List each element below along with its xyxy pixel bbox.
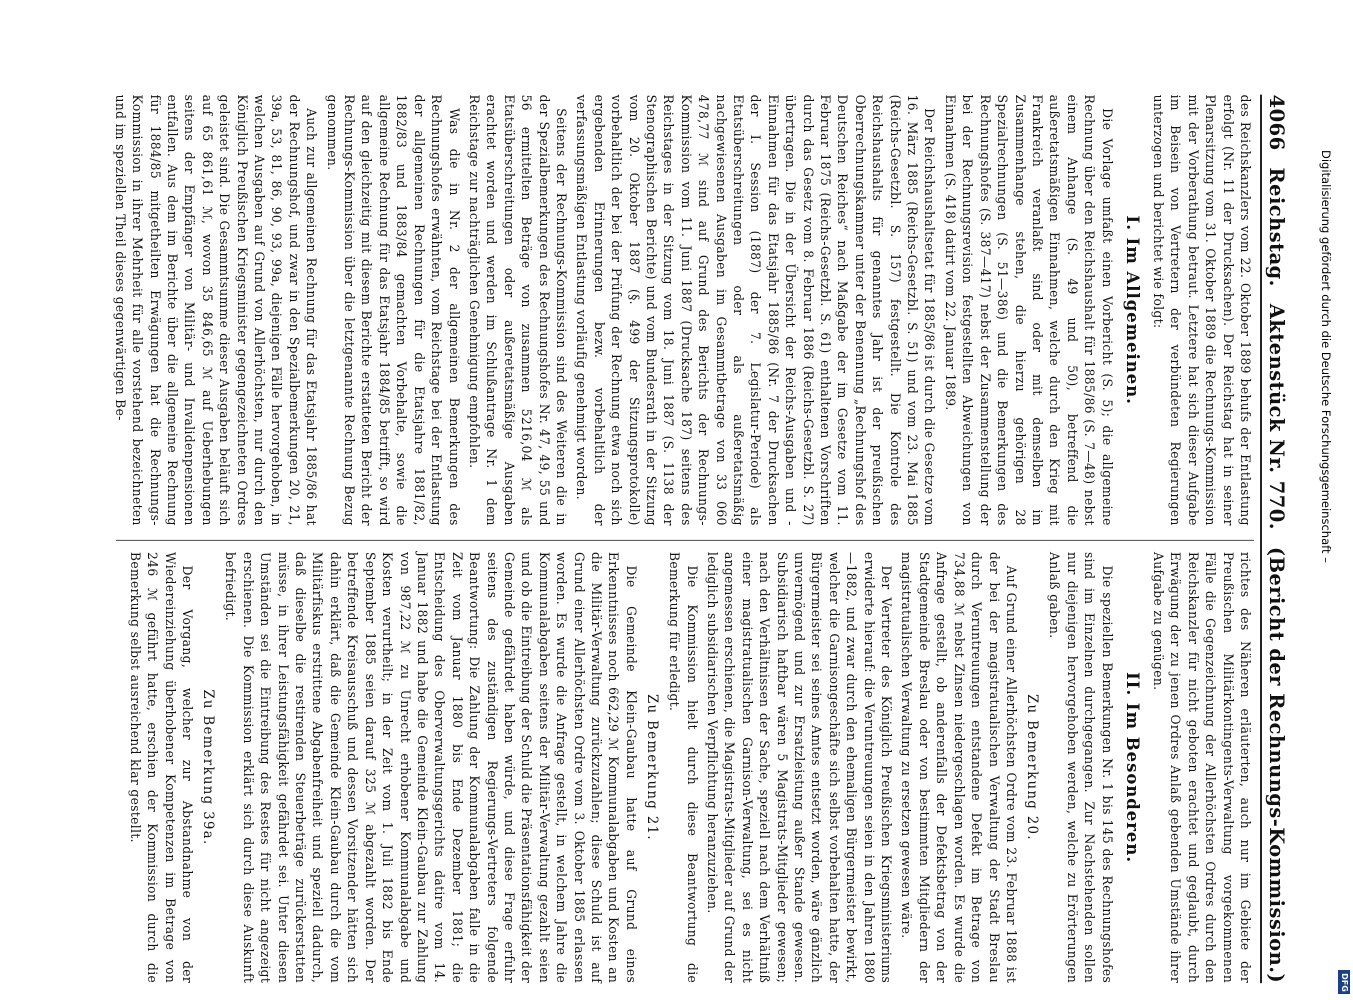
paragraph: Die Kommission hielt durch diese Beantwortung die Bemerkung für erledigt.: [667, 551, 700, 984]
paragraph: Seitens der Rechnungs-Kommission sind des Weiteren die in der Spezialbemerkungen des Rechnungshofes Nr. 47, 49, 55 und 56 ermittelten Beträge von zusammen 5216,04 ℳ als Etatsüberschreitungen oder außeretatsmäßige Ausgaben erachtet worden und werden im Schlußantrage Nr. 1 dem Reichstage zur nachträglichen Genehmigung empfohlen.: [466, 94, 569, 526]
paragraph: Auf Grund einer Allerhöchsten Ordre vom 23. Februar 1888 ist der bei der magistratualischen Verwaltung der Stadt Breslau durch Veruntreuungen entstandene Defekt im Betrage von 734,88 ℳ nebst Zinsen niedergeschlagen worden. Es wurde die Anfrage gestellt, ob anderenfalls der Defektsbetrag von der Stadtgemeinde Breslau oder von bestimmten Mitgliedern der magistratualischen Verwaltung zu ersetzen gewesen wäre.: [899, 551, 1019, 984]
subsection-heading: Zu Bemerkung 20.: [1023, 694, 1040, 842]
paragraph: Auch zur allgemeinen Rechnung für das Etatsjahr 1885/86 hat der Rechnungshof, und zwar in den Spezialbemerkungen 20, 21, 39a, 53, 81, 86, 90, 93, 99a, diejenigen Fälle hervorgehoben, in welchen Ausgaben auf Grund von Allerhöchsten, nur durch den Königlich Preußischen Kriegsminister gegengezeichneten Ordres geleistet sind. Die Gesammtsumme dieser Ausgaben beläuft sich auf 65 861,61 ℳ, wovon 35 846,65 ℳ auf Ueberhebungen seitens der Empfänger von Militär- und Invalidenpensionen entfallen. Aus dem im Berichte über die allgemeine Rechnung für 1884/85 mitgetheilten Erwägungen hat die Rechnungs-Kommission in ihrer Mehrheit für alle vorstehend bezeichneten und im speziellen Theil dieses gegenwärtigen Be-: [112, 94, 320, 526]
paragraph: richtes des Näheren erläuterten, auch nur im Gebiete der Preußischen Militärkontingents-Verwaltung vorgekommenen Fälle die Gegenzeichnung der Allerhöchsten Ordres durch den Reichskanzler für nicht geboten erachtet und geglaubt, durch Erwägung der zu jenen Ordres Anlaß gebenden Umstände ihrer Aufgabe zu genügen.: [1150, 551, 1253, 984]
page-number: 4066: [1265, 94, 1289, 151]
digitization-credit: Digitalisierung gefördert durch die Deutsche Forschungsgemeinschaft –: [1319, 150, 1333, 563]
section-title: (Bericht der Rechnungs-Kommission.): [1265, 546, 1289, 984]
document-page: [105, 83, 1295, 995]
document-number: Aktenstück Nr. 770.: [1265, 303, 1289, 530]
section-heading: II. Im Besonderen.: [1121, 672, 1142, 864]
page-header: [1260, 95, 1289, 984]
dfg-logo-icon: [1338, 970, 1350, 994]
text-columns: [112, 94, 1254, 984]
publication-title: Reichstag.: [1265, 167, 1289, 287]
paragraph: Die speziellen Bemerkungen Nr. 1 bis 145 des Rechnungshofes sind im Einzelnen durchgegangen. Zur Nachstehenden sollen nur diejenigen hervorgehoben werden, welche zu Erörterungen Anlaß gaben.: [1047, 551, 1115, 984]
paragraph: Der Vorgang, welcher zur Abstandnahme von der Wiedereinziehung überhobener Kompetenzen im Betrage von 246 ℳ geführt hatte, erschien der Kommission durch die Bemerkung selbst ausreichend klar gestellt.: [127, 551, 196, 984]
paragraph: Die Vorlage umfaßt einen Vorbericht (S. 5); die allgemeine Rechnung über den Reichshaushalt für 1885/86 (S. 7—48) nebst einem Anhange (S. 49 und 50), betreffend die außeretatsmäßigen Einnahmen, welche durch den Krieg mit Frankreich veranlaßt sind oder mit demselben im Zusammenhange stehen, die hierzu gehörigen 28 Spezialrechnungen (S. 51—386) und die Bemerkungen des Rechnungshofes (S. 387—417) nebst der Zusammenstellung der bei der Rechnungsrevision festgestellten Abweichungen von Einnahmen (S. 418) datirt vom 22. Januar 1889.: [942, 94, 1115, 526]
paragraph: Die Gemeinde Klein-Gaubau hatte auf Grund eines Erkenntnisses noch 662,29 ℳ Kommunalabgaben und Kosten an die Militär-Verwaltung zurückzuzahlen; diese Schuld ist auf Grund einer Allerhöchsten Ordre vom 3. Oktober 1885 erlassen worden. Es wurde die Anfrage gestellt, in welchem Jahre die Kommunalabgaben seitens der Militär-Verwaltung gezahlt seien und ob die Eintreibung der Schuld die Präsentationsfähigkeit der Gemeinde gefährdet haben würde, und diese Frage erfuhr seitens des zuständigen Regierungs-Vertreters folgende Beantwortung: Die Zahlung der Kommunalabgaben falle in die Zeit vom Januar 1880 bis Ende Dezember 1881; die Entscheidung des Oberverwaltungsgerichts datire vom 14. Januar 1882 und habe die Gemeinde Klein-Gaubau zur Zahlung von 987,22 ℳ zu Unrecht erhobener Kommunalabgabe und Kosten verurtheilt; in der Zeit vom 1. Juli 1882 bis Ende September 1885 seien darauf 325 ℳ abgezahlt worden. Der betreffende Kreisausschuß und dessen Vorsitzender hätten sich dahin erklärt, daß die Gemeinde Klein-Gaubau durch die vom Militärfiskus erstrittene Abgabenfreiheit und speziell dadurch, daß dieselbe die restirenden Steuerbeträge zurückerstatten müsse, in ihrer Leistungsfähigkeit gefährdet sei. Unter diesen Umständen sei die Eintreibung des Restes für nicht angezeigt erschienen. Die Kommission erklärt sich durch diese Auskunft befriedigt.: [223, 551, 639, 984]
paragraph: Der Reichshaushaltsetat für 1885/86 ist durch die Gesetze vom 16. März 1885 (Reichs-Gesetzbl. S. 51) und vom 23. Mai 1885 (Reichs-Gesetzbl. S. 157) festgestellt. Die Kontrole des Reichshaushalts für genanntes Jahr ist der preußischen Oberrechnungskammer unter der Benennung „Rechnungshof des Deutschen Reiches“ nach Maßgabe der im Gesetze vom 11. Februar 1875 (Reichs-Gesetzbl. S. 61) enthaltenen Vorschriften durch das Gesetz vom 8. Februar 1886 (Reichs-Gesetzbl. S. 27) übertragen. Die in der Übersicht der Reichs-Ausgaben und -Einnahmen für das Etatsjahr 1885/86 (Nr. 7 der Drucksachen der I. Session (1887) der 7. Legislatur-Periode) als Etatsüberschreitungen oder als außeretatsmäßig nachgewiesenen Ausgaben im Gesammtbetrage von 33 060 478,77 ℳ sind auf Grund des Berichts der Rechnungs-Kommission vom 11. Juni 1887 (Drucksache 187) seitens des Reichstages in der Sitzung vom 18. Juni 1887 (S. 1138 der Stenographischen Berichte) und vom Bundesrath in der Sitzung vom 20. Oktober 1887 (§. 499 der Sitzungsprotokolle) vorbehaltlich der bei der Prüfung der Rechnung etwa noch sich ergebenden Erinnerungen bezw. vorbehaltlich der verfassungsmäßigen Entlastung vorläufig genehmigt worden.: [574, 94, 938, 526]
subsection-heading: Zu Bemerkung 39a.: [200, 689, 217, 846]
dfg-logo-text: DFG: [1339, 972, 1349, 992]
paragraph: des Reichskanzlers vom 22. Oktober 1889 behufs der Entlastung erfolgt (Nr. 11 der Drucksachen). Der Reichstag hat in seiner Plenarsitzung vom 31. Oktober 1889 die Rechnungs-Kommission mit der Vorberathung betraut. Letztere hat sich dieser Aufgabe im Beisein von Vertretern der verbündeten Regierungen unterzogen und berichtet wie folgt:: [1150, 94, 1253, 526]
left-column: [112, 94, 1254, 526]
paragraph: Was die in Nr. 2 der allgemeinen Bemerkungen des Rechnungshofes erwähnten, vom Reichstage bei der Entlastung der allgemeinen Rechnungen für die Etatsjahre 1881/82, 1882/83 und 1883/84 gemachten Vorbehalte, sowie die allgemeine Rechnung für das Etatsjahr 1884/85 betrifft, so wird auf den gleichzeitig mit diesem Berichte erstatteten Bericht der Rechnungs-Kommission über die letztgenannte Rechnung Bezug genommen.: [324, 94, 462, 526]
right-column: [116, 539, 1254, 983]
section-heading: I. Im Allgemeinen.: [1121, 215, 1142, 405]
subsection-heading: Zu Bemerkung 21.: [643, 694, 660, 842]
paragraph: Der Vertreter des Königlich Preußischen Kriegsministeriums erwiderte hierauf: die Veruntreuungen seien in den Jahren 1880—1882, und zwar durch den ehemaligen Bürgermeister bewirkt, welcher die Garnisongeschäfte sich selbst vorbehalten hatte, der Bürgermeister sei seines Amtes entsetzt worden, wäre gänzlich unvermögend und zur Ersatzleistung außer Stande gewesen. Subsidiarisch haftbar wären 5 Magistrats-Mitglieder gewesen; nach den Verhältnissen der Sache, speziell nach dem Verhältniß einer magistratualischen Garnison-Verwaltung, sei es nicht angemessen erschienen, die Magistrats-Mitglieder auf Grund der lediglich subsidiarischen Verpflichtung heranzuziehen.: [705, 551, 895, 984]
